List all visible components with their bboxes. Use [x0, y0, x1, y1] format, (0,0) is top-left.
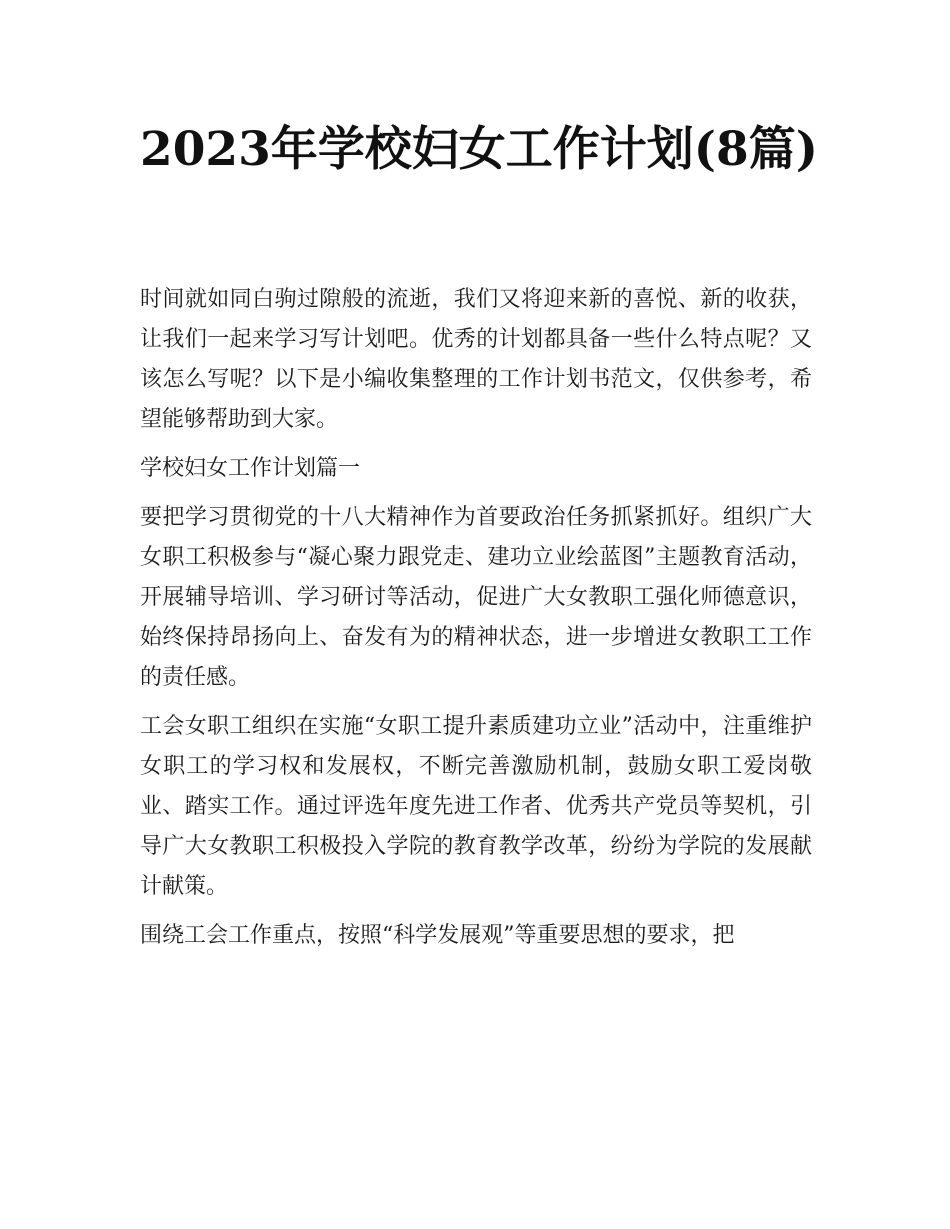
section-heading: 学校妇女工作计划篇一: [140, 456, 361, 481]
body-paragraph-2: 工会女职工组织在实施“女职工提升素质建功立业”活动中，注重维护女职工的学习权和发展权，不断完善激励机制，鼓励女职工爱岗敬业、踏实工作。通过评选年度先进工作者、优秀共产党员等契机，引导广大女教职工积极投入学院的教育教学改革，纷纷为学院的发展献计献策。: [140, 714, 812, 899]
document-title: 2023年学校妇女工作计划(8篇): [140, 122, 818, 177]
document-body: [140, 280, 812, 965]
body-paragraph-1: 要把学习贯彻党的十八大精神作为首要政治任务抓紧抓好。组织广大女职工积极参与“凝心聚力跟党走、建功立业绘蓝图”主题教育活动，开展辅导培训、学习研讨等活动，促进广大女教职工强化师德意识，始终保持昂扬向上、奋发有为的精神状态，进一步增进女教职工工作的责任感。: [140, 505, 812, 690]
intro-paragraph: 时间就如同白驹过隙般的流逝，我们又将迎来新的喜悦、新的收获，让我们一起来学习写计划吧。优秀的计划都具备一些什么特点呢？又该怎么写呢？以下是小编收集整理的工作计划书范文，仅供参考，希望能够帮助到大家。: [140, 287, 812, 432]
body-paragraph-3: 围绕工会工作重点，按照“科学发展观”等重要思想的要求，把: [140, 923, 735, 948]
